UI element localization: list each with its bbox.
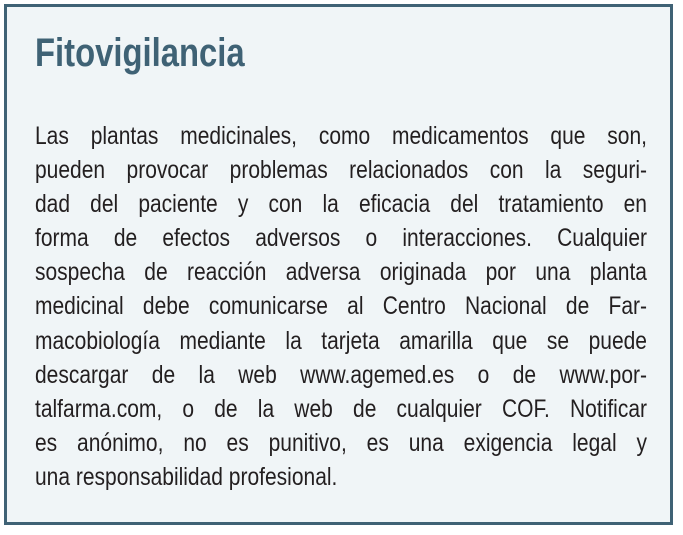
body-line-4: forma de efectos adversos o interacciones. Cualquier bbox=[35, 224, 647, 253]
body-line-1: Las plantas medicinales, como medicamentos que son, bbox=[35, 122, 647, 150]
body-line-5: sospecha de reacción adversa originada por una planta bbox=[35, 258, 647, 287]
body-line-3: dad del paciente y con la eficacia del tratamiento en bbox=[35, 190, 647, 219]
box-title: Fitovigilancia bbox=[35, 31, 245, 75]
box-body bbox=[35, 119, 647, 494]
body-line-10: es anónimo, no es punitivo, es una exigencia legal y bbox=[35, 428, 647, 457]
body-line-9: talfarma.com, o de la web de cualquier COF. Notificar bbox=[35, 394, 647, 423]
body-line-7: macobiología mediante la tarjeta amarilla que se puede bbox=[35, 326, 647, 355]
body-line-2: pueden provocar problemas relacionados con la seguri- bbox=[35, 156, 647, 185]
body-line-11: una responsabilidad profesional. bbox=[35, 462, 338, 491]
fitovigilancia-box bbox=[4, 4, 673, 525]
body-line-8: descargar de la web www.agemed.es o de www.por- bbox=[35, 360, 647, 389]
body-line-6: medicinal debe comunicarse al Centro Nacional de Far- bbox=[35, 292, 647, 321]
